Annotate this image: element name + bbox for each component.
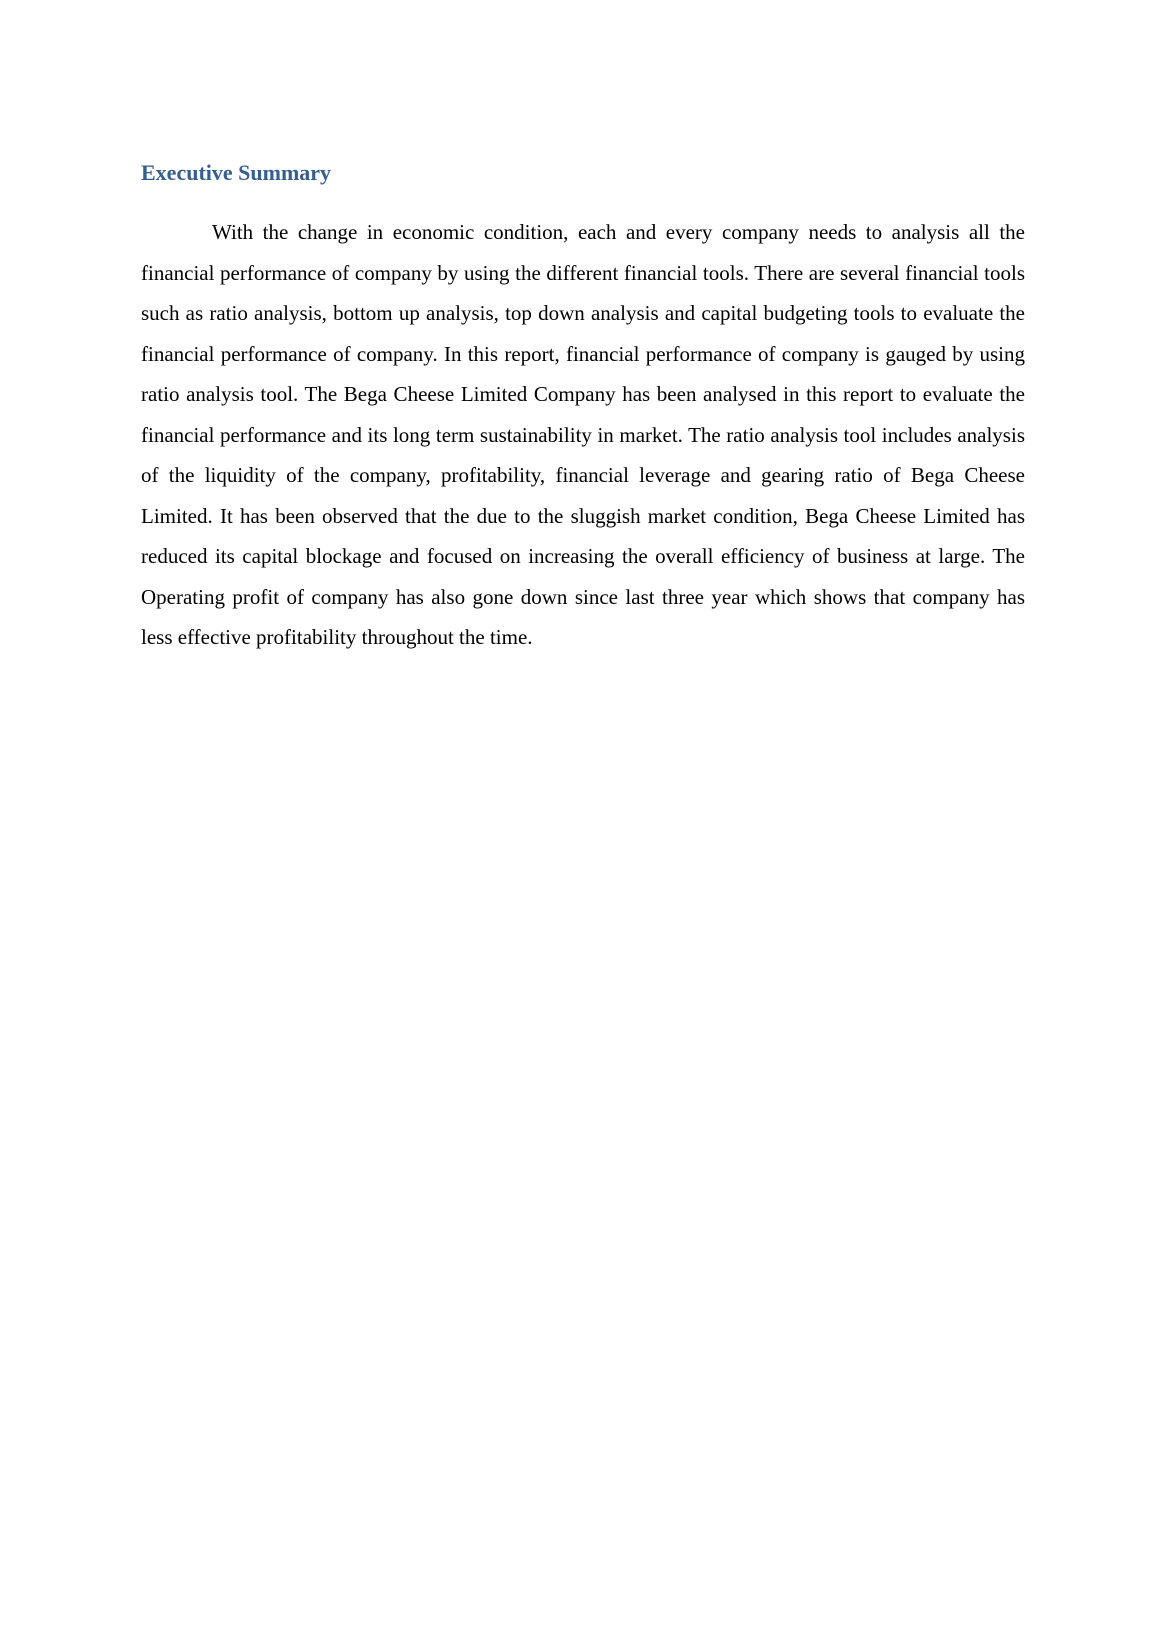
executive-summary-paragraph: With the change in economic condition, each and every company needs to analysis all the financial performance of company by using the different financial tools. There are several financial tools such as ratio analysis, bottom up analysis, top down analysis and capital budgeting tools to evaluate the financial performance of company. In this report, financial performance of company is gauged by using ratio analysis tool. The Bega Cheese Limited Company has been analysed in this report to evaluate the financial performance and its long term sustainability in market. The ratio analysis tool includes analysis of the liquidity of the company, profitability, financial leverage and gearing ratio of Bega Cheese Limited. It has been observed that the due to the sluggish market condition, Bega Cheese Limited has reduced its capital blockage and focused on increasing the overall efficiency of business at large. The Operating profit of company has also gone down since last three year which shows that company has less effective profitability throughout the time.: [141, 220, 1025, 649]
section-heading: Executive Summary: [141, 160, 332, 185]
page-content: [141, 158, 1025, 658]
